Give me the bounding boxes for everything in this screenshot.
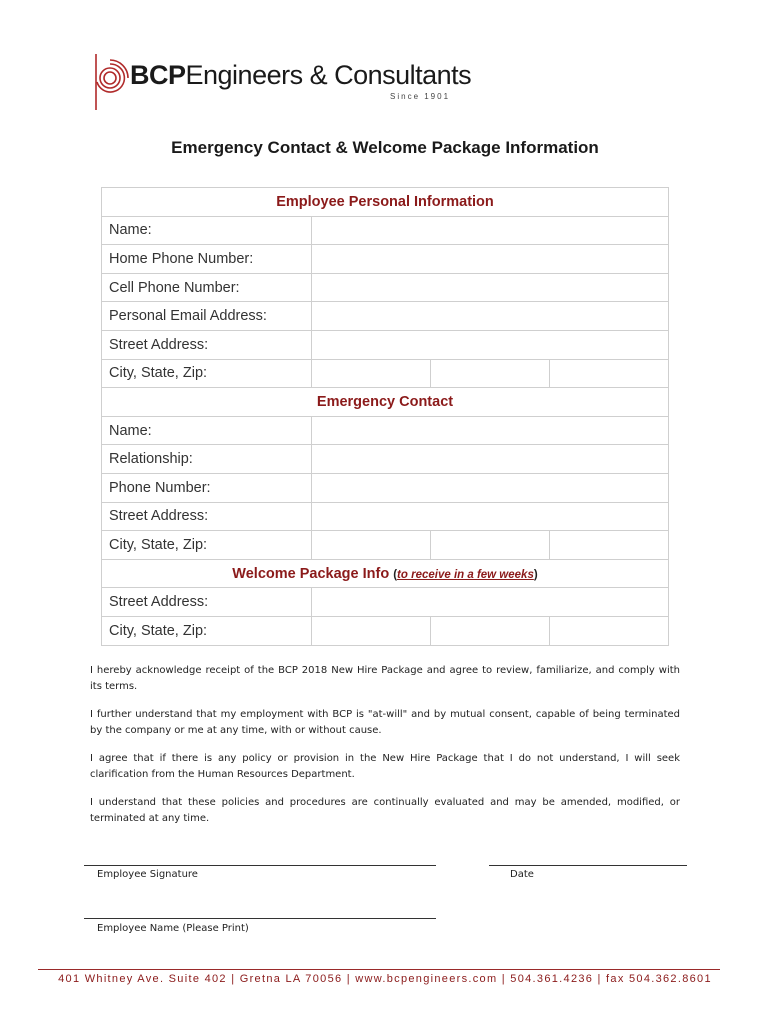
emergency-phone-field[interactable]: [312, 473, 669, 502]
welcome-city-state-zip-label: City, State, Zip:: [102, 616, 312, 645]
employee-city-field[interactable]: [312, 359, 431, 388]
employee-home-phone-field[interactable]: [312, 245, 669, 274]
welcome-street-field[interactable]: [312, 588, 669, 617]
date-line[interactable]: [489, 865, 687, 866]
employee-name-label: Name:: [102, 216, 312, 245]
emergency-relationship-field[interactable]: [312, 445, 669, 474]
footer-contact: 401 Whitney Ave. Suite 402 | Gretna LA 70056 | www.bcpengineers.com | 504.361.4236 | fax 504.362.8601: [58, 973, 712, 985]
employee-signature-label: Employee Signature: [97, 869, 198, 880]
emergency-phone-label: Phone Number:: [102, 473, 312, 502]
employee-city-state-zip-label: City, State, Zip:: [102, 359, 312, 388]
footer-divider: [38, 969, 720, 970]
welcome-street-label: Street Address:: [102, 588, 312, 617]
acknowledgement-paragraph: I hereby acknowledge receipt of the BCP 2018 New Hire Package and agree to review, familiarize, and comply with its terms.: [90, 665, 680, 692]
welcome-state-field[interactable]: [431, 616, 550, 645]
section-heading-welcome: [102, 559, 669, 588]
emergency-state-field[interactable]: [431, 531, 550, 560]
employee-street-field[interactable]: [312, 330, 669, 359]
acknowledgement-paragraph: I understand that these policies and procedures are continually evaluated and may be amended, modified, or terminated at any time.: [90, 797, 680, 824]
employee-signature-line[interactable]: [84, 865, 436, 866]
section-heading-emergency: Emergency Contact: [102, 388, 669, 417]
employee-name-line[interactable]: [84, 918, 436, 919]
welcome-city-field[interactable]: [312, 616, 431, 645]
employee-email-field[interactable]: [312, 302, 669, 331]
welcome-note-close: ): [533, 568, 538, 581]
emergency-zip-field[interactable]: [550, 531, 669, 560]
employee-name-field[interactable]: [312, 216, 669, 245]
employee-street-label: Street Address:: [102, 330, 312, 359]
employee-cell-phone-label: Cell Phone Number:: [102, 273, 312, 302]
emergency-street-label: Street Address:: [102, 502, 312, 531]
date-label: Date: [510, 869, 534, 880]
emergency-street-field[interactable]: [312, 502, 669, 531]
employee-name-label: Employee Name (Please Print): [97, 923, 249, 934]
employee-zip-field[interactable]: [550, 359, 669, 388]
emergency-relationship-label: Relationship:: [102, 445, 312, 474]
emergency-city-field[interactable]: [312, 531, 431, 560]
page-title: Emergency Contact & Welcome Package Information: [171, 138, 599, 157]
section-heading-employee: Employee Personal Information: [102, 188, 669, 217]
welcome-heading-text: Welcome Package Info: [232, 565, 390, 582]
emergency-city-state-zip-label: City, State, Zip:: [102, 531, 312, 560]
acknowledgement-paragraph: I further understand that my employment with BCP is "at-will" and by mutual consent, capable of being terminated by the company or me at any time, with or without cause.: [90, 709, 680, 736]
welcome-zip-field[interactable]: [550, 616, 669, 645]
employee-email-label: Personal Email Address:: [102, 302, 312, 331]
employee-cell-phone-field[interactable]: [312, 273, 669, 302]
employee-state-field[interactable]: [431, 359, 550, 388]
emergency-name-field[interactable]: [312, 416, 669, 445]
logo-wordmark: BCPEngineers & Consultants: [130, 60, 472, 90]
emergency-name-label: Name:: [102, 416, 312, 445]
welcome-note-text: to receive in a few weeks: [397, 568, 534, 581]
employee-home-phone-label: Home Phone Number:: [102, 245, 312, 274]
logo-since: Since 1901: [390, 92, 451, 101]
information-form: [101, 187, 669, 646]
acknowledgement-paragraph: I agree that if there is any policy or provision in the New Hire Package that I do not understand, I will seek clarification from the Human Resources Department.: [90, 753, 680, 780]
welcome-note-open: (: [393, 568, 398, 581]
welcome-note: [393, 569, 537, 581]
company-logo: [90, 52, 470, 112]
logo-mark-icon: [90, 52, 130, 112]
